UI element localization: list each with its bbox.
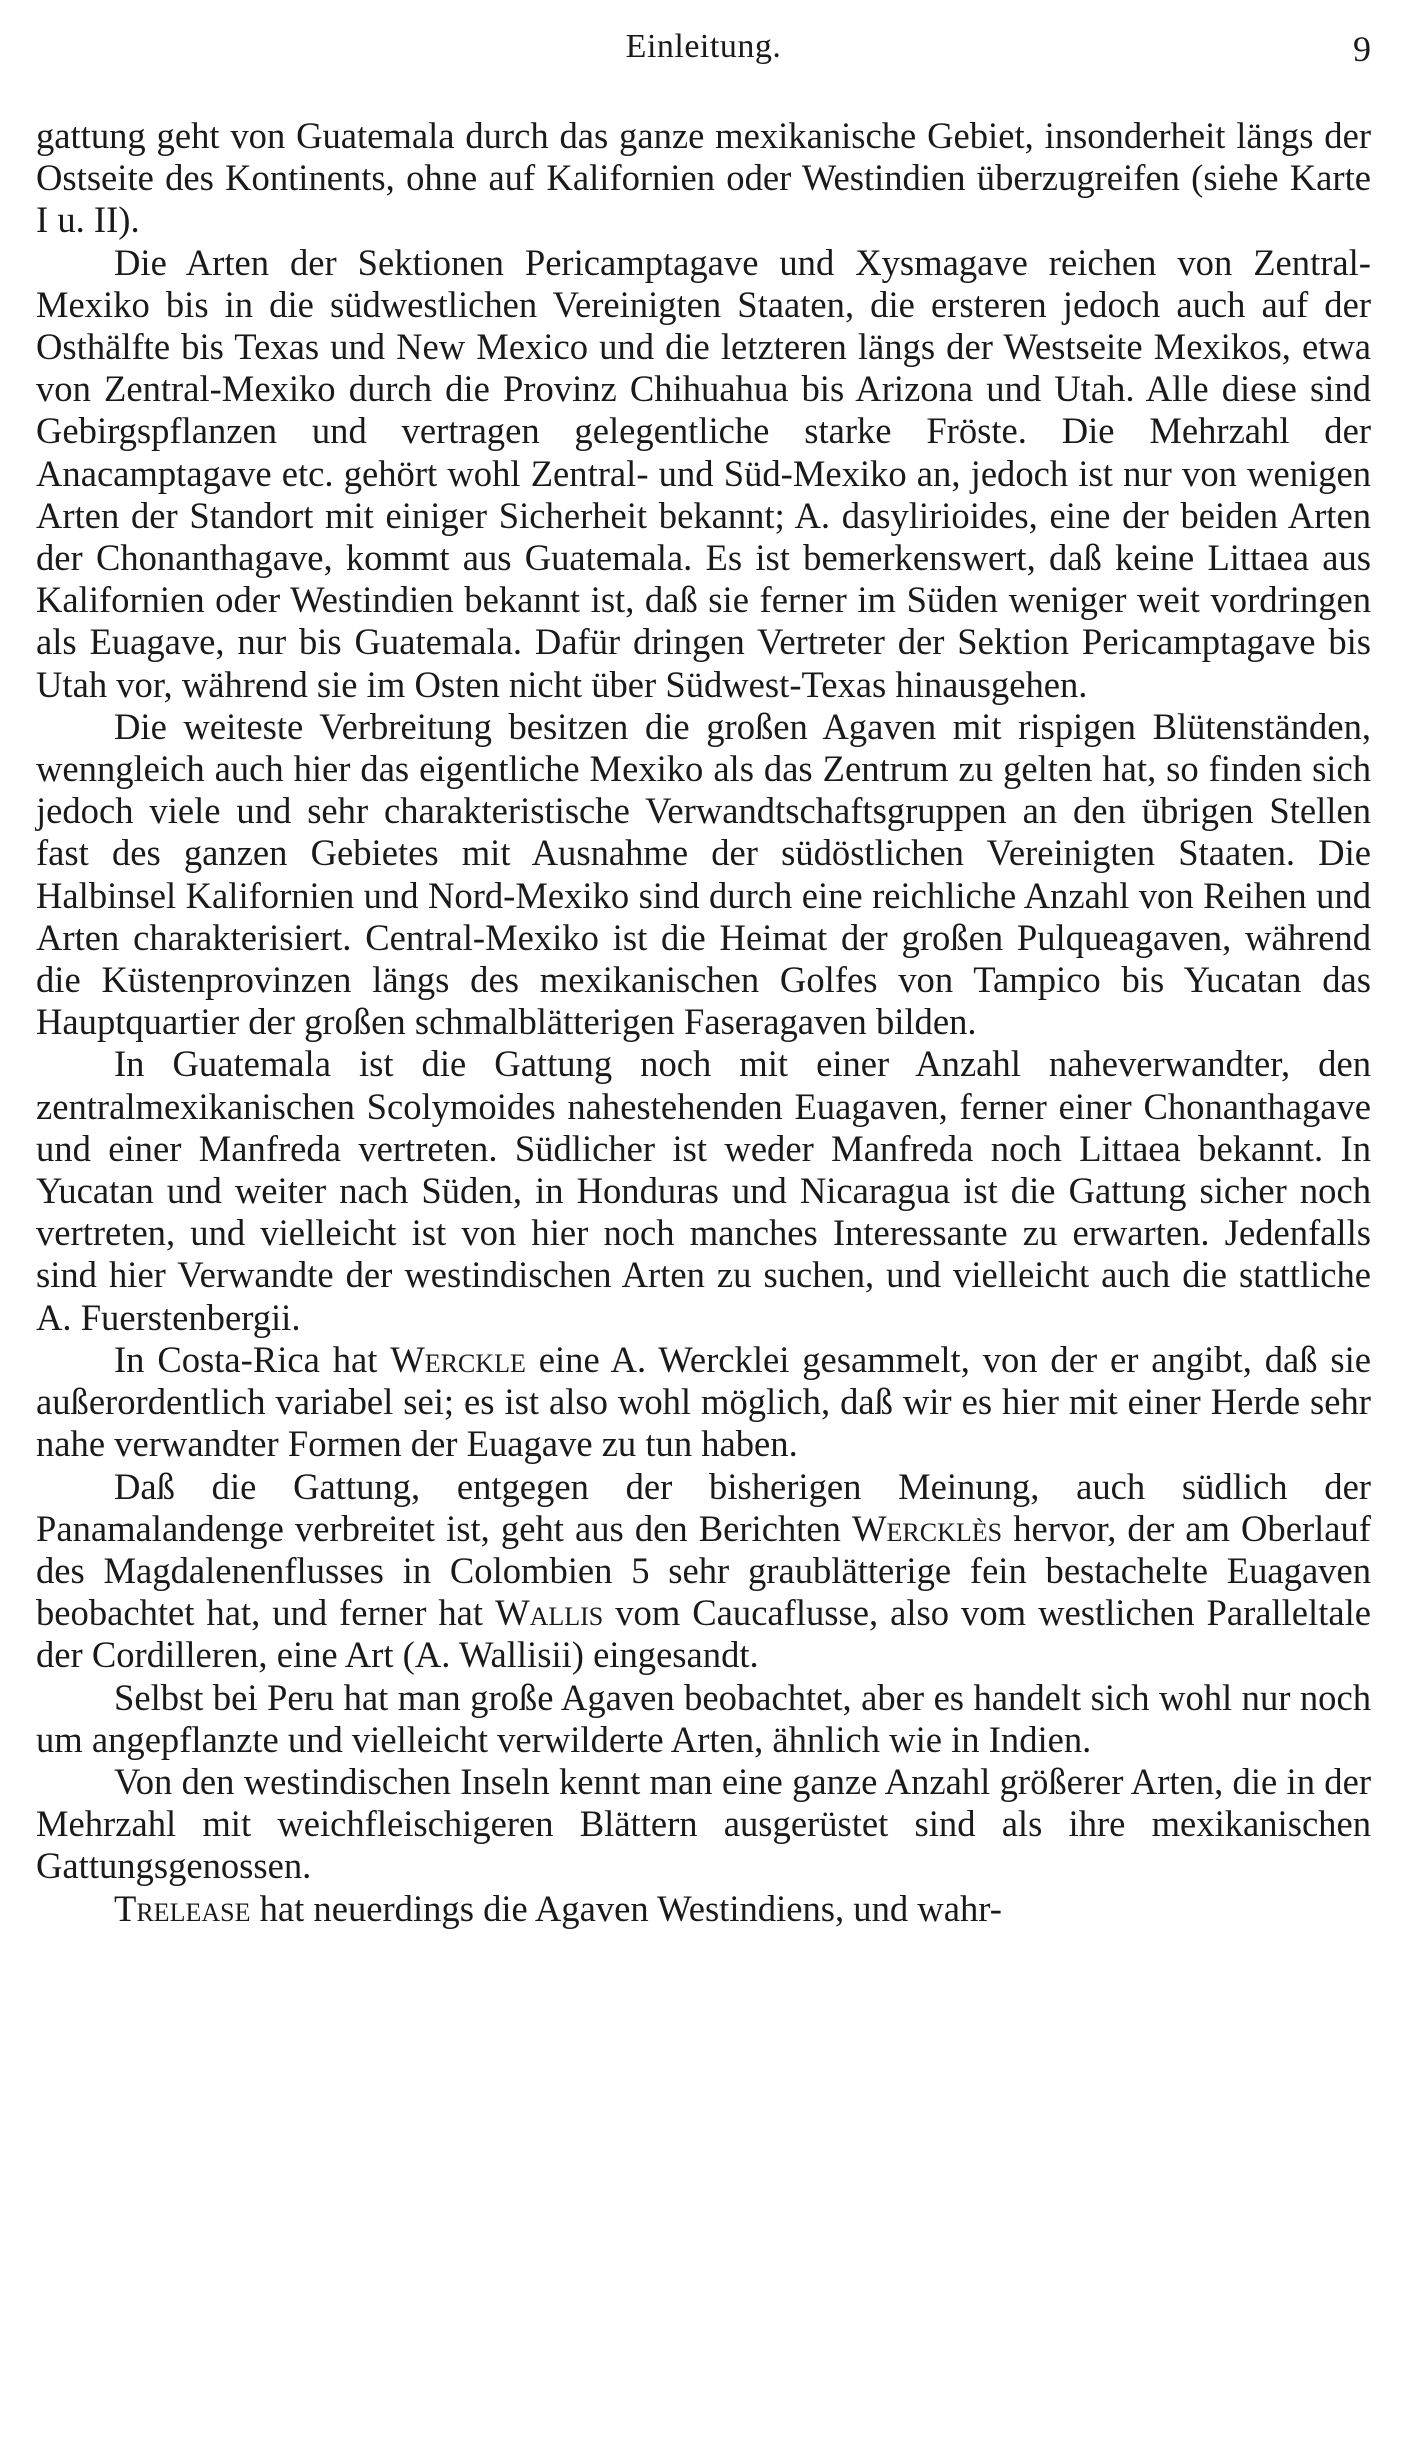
paragraph bbox=[36, 1339, 1371, 1466]
author-name: Werckle bbox=[390, 1338, 526, 1380]
author-name: Wercklès bbox=[852, 1507, 1003, 1549]
author-name: Trelease bbox=[114, 1887, 251, 1929]
text-run: In Costa-Rica hat bbox=[114, 1338, 391, 1380]
text-run: gattung geht von Guatemala durch das ganze mexikanische Gebiet, insonderheit längs der Ostseite des Kontinents, ohne auf Kalifornien oder Westindien überzugreifen (siehe Karte I u. II). bbox=[36, 115, 1371, 241]
text-run: eine A. Wercklei gesammelt, von der er angibt, daß sie außerordentlich variabel sei; es ist also wohl möglich, daß wir es hier mit einer Herde sehr nahe verwandter Formen der Euagave zu tun haben. bbox=[36, 1338, 1371, 1465]
paragraph bbox=[36, 1466, 1371, 1677]
page-number: 9 bbox=[1353, 29, 1371, 69]
paragraph bbox=[36, 706, 1371, 1044]
running-header bbox=[36, 28, 1371, 72]
paragraph bbox=[36, 1677, 1371, 1761]
body-text bbox=[36, 115, 1371, 1930]
paragraph bbox=[36, 1888, 1371, 1930]
paragraph bbox=[36, 1761, 1371, 1888]
paragraph bbox=[36, 115, 1371, 242]
paragraph bbox=[36, 1043, 1371, 1338]
text-run: Die Arten der Sektionen Pericamptagave und Xysmagave reichen von Zentral-Mexiko bis in die südwestlichen Vereinigten Staaten, die ersteren jedoch auch auf der Osthälfte bis Texas und New Mexico und die letzteren längs der Westseite Mexikos, etwa von Zentral-Mexiko durch die Provinz Chihuahua bis Arizona und Utah. Alle diese sind Gebirgspflanzen und vertragen gelegentliche starke Fröste. Die Mehrzahl der Anacamptagave etc. gehört wohl Zentral- und Süd-Mexiko an, jedoch ist nur von wenigen Arten der Standort mit einiger Sicherheit bekannt; A. dasylirioides, eine der beiden Arten der Chonanthagave, kommt aus Guatemala. Es ist bemerkenswert, daß keine Littaea aus Kalifornien oder Westindien bekannt ist, daß sie ferner im Süden weniger weit vordringen als Euagave, nur bis Guatemala. Dafür dringen Vertreter der Sektion Pericamptagave bis Utah vor, während sie im Osten nicht über Südwest-Texas hinausgehen. bbox=[36, 241, 1371, 705]
text-run: In Guatemala ist die Gattung noch mit einer Anzahl naheverwandter, den zentralmexikanischen Scolymoides nahestehenden Euagaven, ferner einer Chonanthagave und einer Manfreda vertreten. Südlicher ist weder Manfreda noch Littaea bekannt. In Yucatan und weiter nach Süden, in Honduras und Nicaragua ist die Gattung sicher noch vertreten, und vielleicht ist von hier noch manches Interessante zu erwarten. Jedenfalls sind hier Verwandte der westindischen Arten zu suchen, und vielleicht auch die stattliche A. Fuerstenbergii. bbox=[36, 1043, 1371, 1338]
text-run: hervor, der am Oberlauf des Magdalenenflusses in Colombien 5 sehr graublätterige fein bestachelte Euagaven beobachtet hat, und ferner hat bbox=[36, 1507, 1371, 1634]
running-title: Einleitung. bbox=[625, 28, 782, 65]
text-run: hat neuerdings die Agaven Westindiens, und wahr- bbox=[250, 1887, 1002, 1929]
paragraph bbox=[36, 242, 1371, 706]
text-run: vom Caucaflusse, also vom westlichen Paralleltale der Cordilleren, eine Art (A. Wallisii) eingesandt. bbox=[36, 1592, 1372, 1676]
text-run: Daß die Gattung, entgegen der bisherigen Meinung, auch südlich der Panamalandenge verbreitet ist, geht aus den Berichten bbox=[36, 1465, 1371, 1549]
author-name: Wallis bbox=[495, 1592, 604, 1634]
text-run: Von den westindischen Inseln kennt man eine ganze Anzahl größerer Arten, die in der Mehrzahl mit weichfleischigeren Blättern ausgerüstet sind als ihre mexikanischen Gattungsgenossen. bbox=[36, 1760, 1371, 1887]
text-run: Die weiteste Verbreitung besitzen die großen Agaven mit rispigen Blütenständen, wenngleich auch hier das eigentliche Mexiko als das Zentrum zu gelten hat, so finden sich jedoch viele und sehr charakteristische Verwandtschaftsgruppen an den übrigen Stellen fast des ganzen Gebietes mit Ausnahme der südöstlichen Vereinigten Staaten. Die Halbinsel Kalifornien und Nord-Mexiko sind durch eine reichliche Anzahl von Reihen und Arten charakterisiert. Central-Mexiko ist die Heimat der großen Pulqueagaven, während die Küstenprovinzen längs des mexikanischen Golfes von Tampico bis Yucatan das Hauptquartier der großen schmalblätterigen Faseragaven bilden. bbox=[36, 705, 1371, 1043]
text-run: Selbst bei Peru hat man große Agaven beobachtet, aber es handelt sich wohl nur noch um angepflanzte und vielleicht verwilderte Arten, ähnlich wie in Indien. bbox=[36, 1676, 1371, 1760]
